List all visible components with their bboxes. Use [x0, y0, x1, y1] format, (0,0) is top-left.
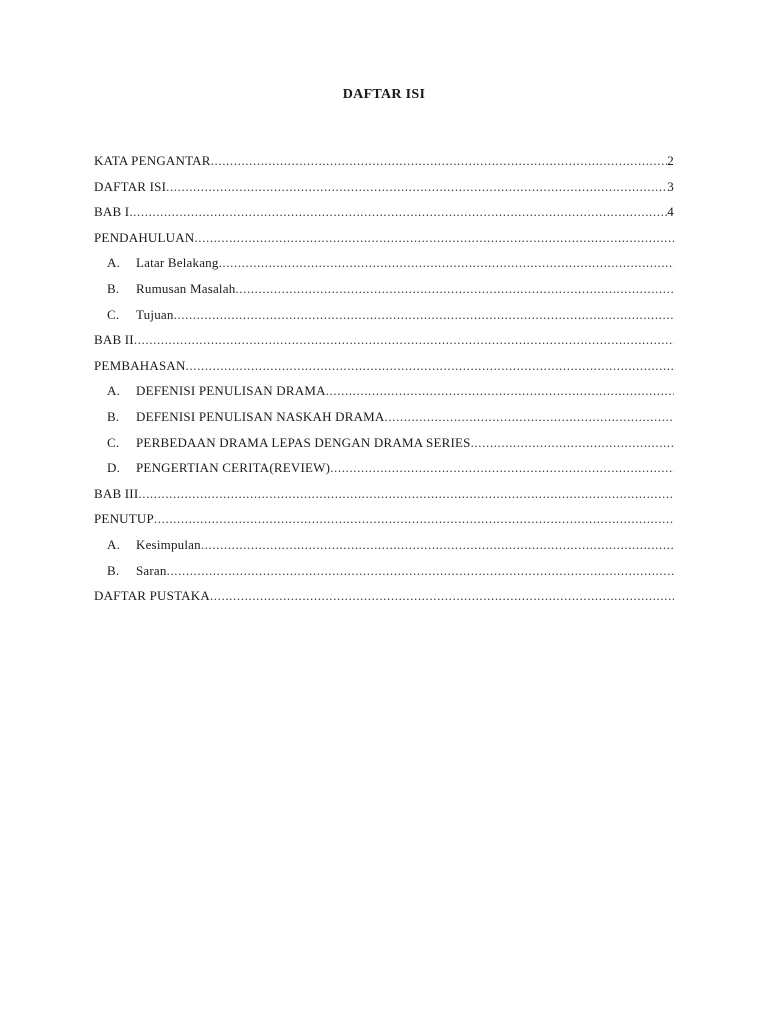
toc-entry-label: PENDAHULUAN: [94, 229, 195, 245]
dot-leader: [235, 279, 674, 299]
dot-leader: [330, 458, 674, 478]
dot-leader: [166, 177, 667, 197]
toc-entry-marker: B.: [107, 408, 120, 424]
toc-entry-label: PEMBAHASAN: [94, 357, 186, 373]
toc-entry-label: DEFENISI PENULISAN NASKAH DRAMA: [136, 408, 385, 424]
toc-entry: [94, 177, 674, 203]
toc-entry-label: BAB I: [94, 204, 130, 220]
toc-entry-label: Saran: [136, 562, 167, 578]
toc-entry: [94, 356, 674, 382]
toc-entry-marker: A.: [107, 383, 121, 399]
dot-leader: [201, 535, 674, 555]
dot-leader: [219, 253, 674, 273]
toc-entry-page-number: 3: [667, 178, 674, 194]
toc-entry-label: DAFTAR PUSTAKA: [94, 588, 210, 604]
toc-entry: [94, 586, 674, 612]
toc-entry: [94, 484, 674, 510]
toc-entry-page-number: 2: [667, 153, 674, 168]
toc-entry: [94, 509, 674, 535]
dot-leader: [210, 586, 674, 606]
toc-entry-marker: D.: [107, 460, 121, 476]
toc-entry: [94, 253, 674, 279]
toc-entry-label: PERBEDAAN DRAMA LEPAS DENGAN DRAMA SERIES: [136, 434, 471, 450]
toc-entry: [94, 151, 674, 177]
toc-entry: [94, 228, 674, 254]
toc-entry-label: Kesimpulan: [136, 536, 201, 552]
dot-leader: [211, 151, 668, 171]
toc-entry-label: PENUTUP: [94, 511, 154, 527]
toc-entry: [94, 330, 674, 356]
toc-entry: [94, 202, 674, 228]
toc-entry: [94, 561, 674, 587]
toc-entry-marker: C.: [107, 434, 120, 450]
toc-entry-marker: C.: [107, 306, 120, 322]
dot-leader: [194, 228, 674, 248]
dot-leader: [167, 561, 674, 581]
toc-entry-marker: B.: [107, 280, 120, 296]
dot-leader: [134, 330, 674, 350]
toc-entry: [94, 407, 674, 433]
toc-entry-page-number: 4: [667, 204, 674, 220]
dot-leader: [129, 202, 667, 222]
toc-entry-label: Tujuan: [136, 306, 174, 322]
toc-entry-label: BAB III: [94, 485, 139, 501]
toc-entry: [94, 305, 674, 331]
toc-entry-label: BAB II: [94, 332, 134, 348]
toc-entry: [94, 279, 674, 305]
dot-leader: [326, 381, 674, 401]
toc-entry-marker: A.: [107, 536, 121, 552]
page-title: DAFTAR ISI: [342, 87, 426, 102]
toc-entry: [94, 458, 674, 484]
toc-entry-label: DAFTAR ISI: [94, 178, 167, 194]
toc-entry: [94, 381, 674, 407]
dot-leader: [138, 484, 674, 504]
dot-leader: [471, 433, 674, 453]
toc-entry: [94, 433, 674, 459]
table-of-contents: [94, 151, 674, 612]
toc-entry-label: Rumusan Masalah: [136, 280, 236, 296]
toc-entry: [94, 535, 674, 561]
toc-entry-label: DEFENISI PENULISAN DRAMA: [136, 383, 326, 399]
toc-entry-label: Latar Belakang: [136, 255, 219, 271]
dot-leader: [174, 305, 674, 325]
toc-entry-label: PENGERTIAN CERITA(REVIEW): [136, 460, 331, 476]
dot-leader: [186, 356, 674, 376]
toc-entry-marker: A.: [107, 255, 121, 271]
toc-entry-label: KATA PENGANTAR: [94, 153, 211, 168]
toc-entry-marker: B.: [107, 562, 120, 578]
dot-leader: [385, 407, 674, 427]
dot-leader: [154, 509, 674, 529]
